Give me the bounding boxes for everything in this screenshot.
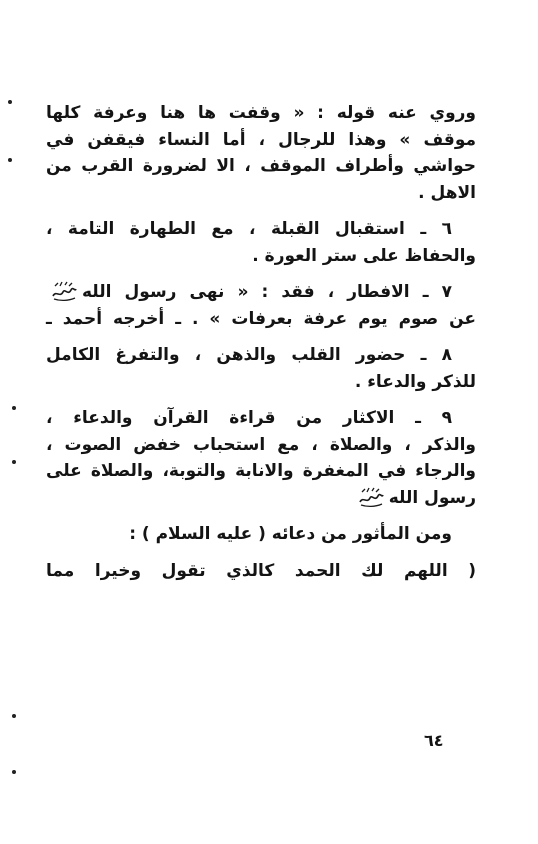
text-line: وروي عنه قوله : « وقفت ها هنا وعرفة كلها xyxy=(46,103,476,123)
text-line: والذكر ، والصلاة ، مع استحباب خفض الصوت ، xyxy=(46,434,476,455)
text-line: ٨ ـ حضور القلب والذهن ، والتفرغ الكامل xyxy=(46,345,452,365)
scan-speck xyxy=(12,714,16,718)
paragraph-dua xyxy=(46,558,476,585)
scan-speck xyxy=(12,770,16,774)
paragraph-item-8 xyxy=(46,342,476,369)
scan-speck xyxy=(8,100,12,104)
scan-speck xyxy=(12,460,16,464)
text-fragment: رسول الله xyxy=(388,487,476,508)
text-line: عن صوم يوم عرفة بعرفات » . ـ أخرجه أحمد ـ xyxy=(46,308,476,329)
text-line: الاهل . xyxy=(418,182,476,203)
text-fragment: ٧ ـ الافطار ، فقد : « نهى رسول الله xyxy=(82,282,452,302)
paragraph-dua-intro xyxy=(46,521,476,548)
paragraph-item-7-cont xyxy=(46,306,476,333)
paragraph-arafa-standing xyxy=(46,100,476,206)
text-line: ٦ ـ استقبال القبلة ، مع الطهارة التامة ، xyxy=(46,219,452,239)
text-line: حواشي وأطراف الموقف ، الا لضرورة القرب من xyxy=(46,156,476,176)
text-line: ( اللهم لك الحمد كالذي تقول وخيرا مما xyxy=(46,560,476,581)
paragraph-item-9 xyxy=(46,405,476,432)
paragraph-item-7 xyxy=(46,279,476,306)
text-line: والحفاظ على ستر العورة . xyxy=(252,245,476,266)
text-line xyxy=(46,485,476,512)
page-number: ٦٤ xyxy=(424,731,444,750)
scan-speck xyxy=(12,406,16,410)
text-line xyxy=(46,279,452,306)
text-line: للذكر والدعاء . xyxy=(354,371,476,392)
salawat-ligature-icon xyxy=(50,280,78,302)
paragraph-item-6-cont xyxy=(46,243,476,270)
paragraph-item-8-cont xyxy=(46,369,476,396)
paragraph-item-9-cont xyxy=(46,432,476,512)
body-text xyxy=(46,100,476,584)
text-line: ومن المأثور من دعائه ( عليه السلام ) : xyxy=(129,524,452,544)
paragraph-item-6 xyxy=(46,216,476,243)
text-line: ٩ ـ الاكثار من قراءة القرآن والدعاء ، xyxy=(46,408,452,428)
scan-speck xyxy=(8,158,12,162)
salawat-ligature-icon xyxy=(357,486,385,508)
text-line: موقف » وهذا للرجال ، أما النساء فيقفن في xyxy=(46,129,476,150)
text-line: والرجاء في المغفرة والانابة والتوبة، والصلاة على xyxy=(46,461,476,481)
